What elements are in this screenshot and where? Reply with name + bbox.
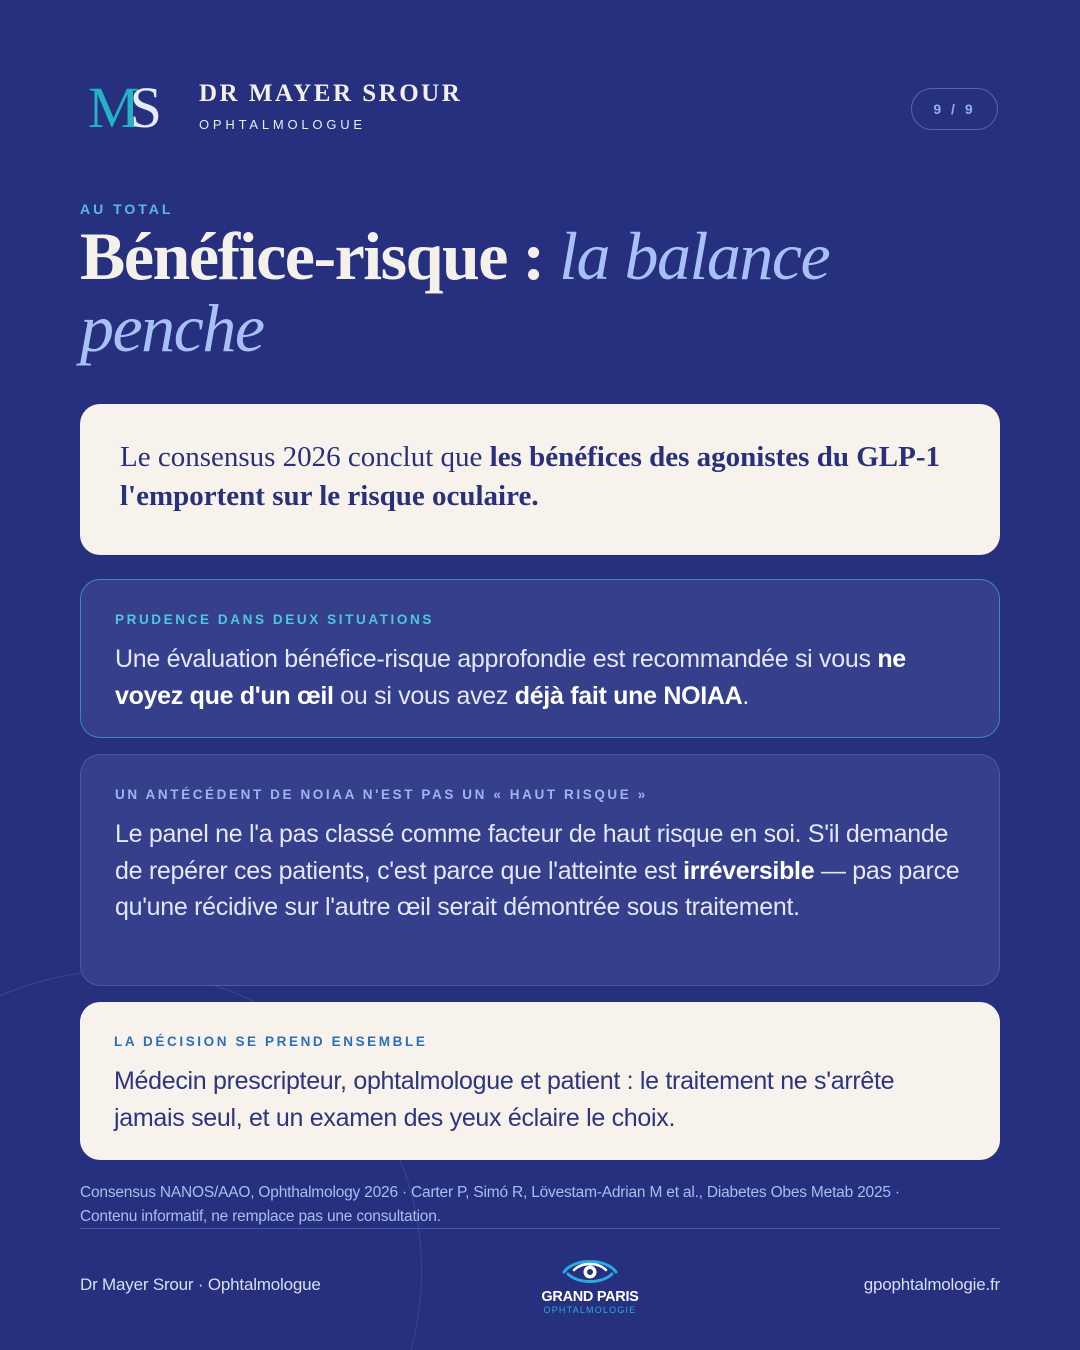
grand-paris-logo [530,1253,650,1315]
caution-bold-1: ne voyez que d'un œil [115,645,906,710]
footer-divider [80,1228,1000,1229]
grand-paris-subtitle: OPHTALMOLOGIE [543,1305,637,1315]
caution-card [80,579,1000,738]
caution-text-3: . [742,681,750,710]
history-text [115,816,965,926]
decision-card [80,1002,1000,1160]
history-bold-1: irréversible [683,856,815,885]
logo-letter-s: S [129,75,152,140]
history-card [80,754,1000,986]
brand-subtitle: OPHTALMOLOGUE [199,117,366,132]
history-text-1: Le panel ne l'a pas classé comme facteur de haut risque en soi. S'il demande de repérer ces patients, c'est parce que l'atteinte est [115,820,949,885]
brand-name: DR MAYER SROUR [199,80,463,107]
page-indicator: 9 / 9 [911,88,998,130]
history-text-2: — pas parce qu'une récidive sur l'autre œil serait démontrée sous traitement. [115,856,960,921]
conclusion-text-intro: Le consensus 2026 conclut que [120,441,490,473]
conclusion-card [80,404,1000,555]
title-main: Bénéfice-risque : [80,218,560,294]
website-link[interactable]: gpophtalmologie.fr [863,1275,1000,1294]
footer-author: Dr Mayer Srour · Ophtalmologue [80,1275,321,1294]
page-title [80,220,980,364]
references-line-2: Contenu informatif, ne remplace pas une consultation. [80,1208,441,1225]
caution-text-2: ou si vous avez [333,681,515,710]
decision-label: LA DÉCISION SE PREND ENSEMBLE [114,1034,428,1049]
conclusion-text-bold: les bénéfices des agonistes du GLP-1 l'emportent sur le risque oculaire. [120,441,940,512]
logo-letter-m: M [88,75,130,140]
eye-icon [560,1253,620,1287]
caution-text-1: Une évaluation bénéfice-risque approfondie est recommandée si vous [115,645,878,673]
references [80,1181,1000,1229]
caution-bold-2: déjà fait une NOIAA [514,681,743,710]
conclusion-text [120,438,960,516]
ms-logo [88,75,152,140]
decision-text: Médecin prescripteur, ophtalmologue et patient : le traitement ne s'arrête jamais seul, et un examen des yeux éclaire le choix. [114,1067,895,1132]
grand-paris-name: GRAND PARIS [541,1289,639,1305]
history-label: UN ANTÉCÉDENT DE NOIAA N'EST PAS UN « HAUT RISQUE » [115,787,648,802]
title-accent: la balance penche [80,218,830,366]
caution-label: PRUDENCE DANS DEUX SITUATIONS [115,612,434,627]
caution-text [115,641,965,714]
section-eyebrow: AU TOTAL [80,201,174,217]
references-line-1: Consensus NANOS/AAO, Ophthalmology 2026 · Carter P, Simó R, Lövestam-Adrian M et al., Diabetes Obes Metab 2025 · [80,1184,900,1201]
